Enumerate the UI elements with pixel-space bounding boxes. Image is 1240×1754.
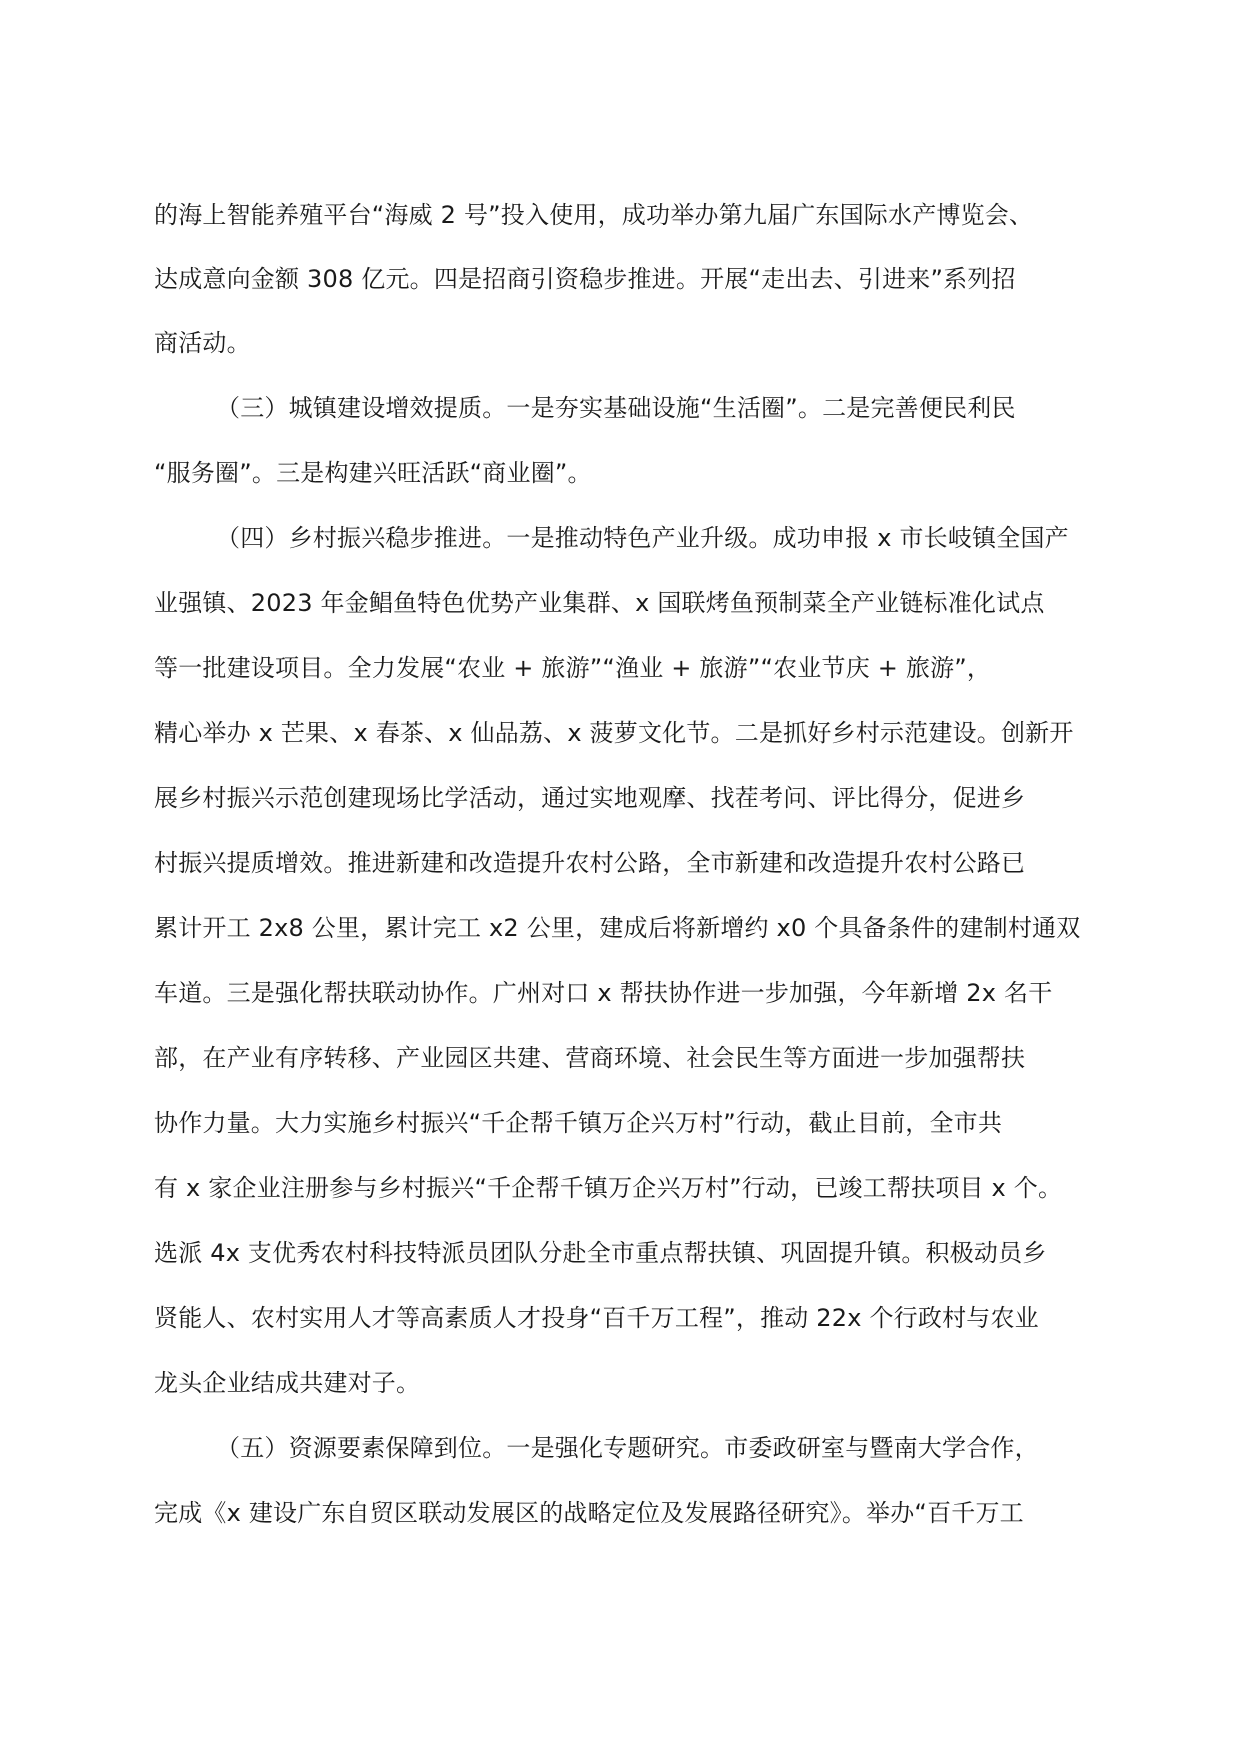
text-line: 完成《x 建设广东自贸区联动发展区的战略定位及发展路径研究》。举办“百千万工 <box>154 1499 1024 1527</box>
text-line: 协作力量。大力实施乡村振兴“千企帮千镇万企兴万村”行动，截止目前，全市共 <box>154 1109 1003 1137</box>
text-line: 车道。三是强化帮扶联动协作。广州对口 x 帮扶协作进一步加强，今年新增 2x 名干 <box>154 979 1053 1007</box>
text-line: 的海上智能养殖平台“海威 2 号”投入使用，成功举办第九届广东国际水产博览会、 <box>154 201 1034 229</box>
text-line: 等一批建设项目。全力发展“农业 + 旅游”“渔业 + 旅游”“农业节庆 + 旅游”， <box>154 654 992 682</box>
text-line: 龙头企业结成共建对子。 <box>154 1369 421 1397</box>
text-line: “服务圈”。三是构建兴旺活跃“商业圈”。 <box>154 459 592 487</box>
text-line: 贤能人、农村实用人才等高素质人才投身“百千万工程”，推动 22x 个行政村与农业 <box>154 1304 1039 1332</box>
text-line: 村振兴提质增效。推进新建和改造提升农村公路，全市新建和改造提升农村公路已 <box>154 849 1026 877</box>
text-line: 业强镇、2023 年金鲳鱼特色优势产业集群、x 国联烤鱼预制菜全产业链标准化试点 <box>154 589 1045 617</box>
text-line: 达成意向金额 308 亿元。四是招商引资稳步推进。开展“走出去、引进来”系列招 <box>154 265 1016 293</box>
text-line: 有 x 家企业注册参与乡村振兴“千企帮千镇万企兴万村”行动，已竣工帮扶项目 x 个。 <box>154 1174 1063 1202</box>
section-heading-line: （四）乡村振兴稳步推进。一是推动特色产业升级。成功申报 x 市长岐镇全国产 <box>216 524 1069 552</box>
text-line: 选派 4x 支优秀农村科技特派员团队分赴全市重点帮扶镇、巩固提升镇。积极动员乡 <box>154 1239 1047 1267</box>
text-line: 商活动。 <box>154 329 251 357</box>
text-line: 累计开工 2x8 公里，累计完工 x2 公里，建成后将新增约 x0 个具备条件的建制村通双 <box>154 914 1081 942</box>
text-line: 部，在产业有序转移、产业园区共建、营商环境、社会民生等方面进一步加强帮扶 <box>154 1044 1026 1072</box>
text-line: 展乡村振兴示范创建现场比学活动，通过实地观摩、找茬考问、评比得分，促进乡 <box>154 784 1026 812</box>
section-heading-line: （五）资源要素保障到位。一是强化专题研究。市委政研室与暨南大学合作， <box>216 1434 1039 1462</box>
section-heading-line: （三）城镇建设增效提质。一是夯实基础设施“生活圈”。二是完善便民利民 <box>216 394 1016 422</box>
text-line: 精心举办 x 芒果、x 春茶、x 仙品荔、x 菠萝文化节。二是抓好乡村示范建设。创新开 <box>154 719 1074 747</box>
